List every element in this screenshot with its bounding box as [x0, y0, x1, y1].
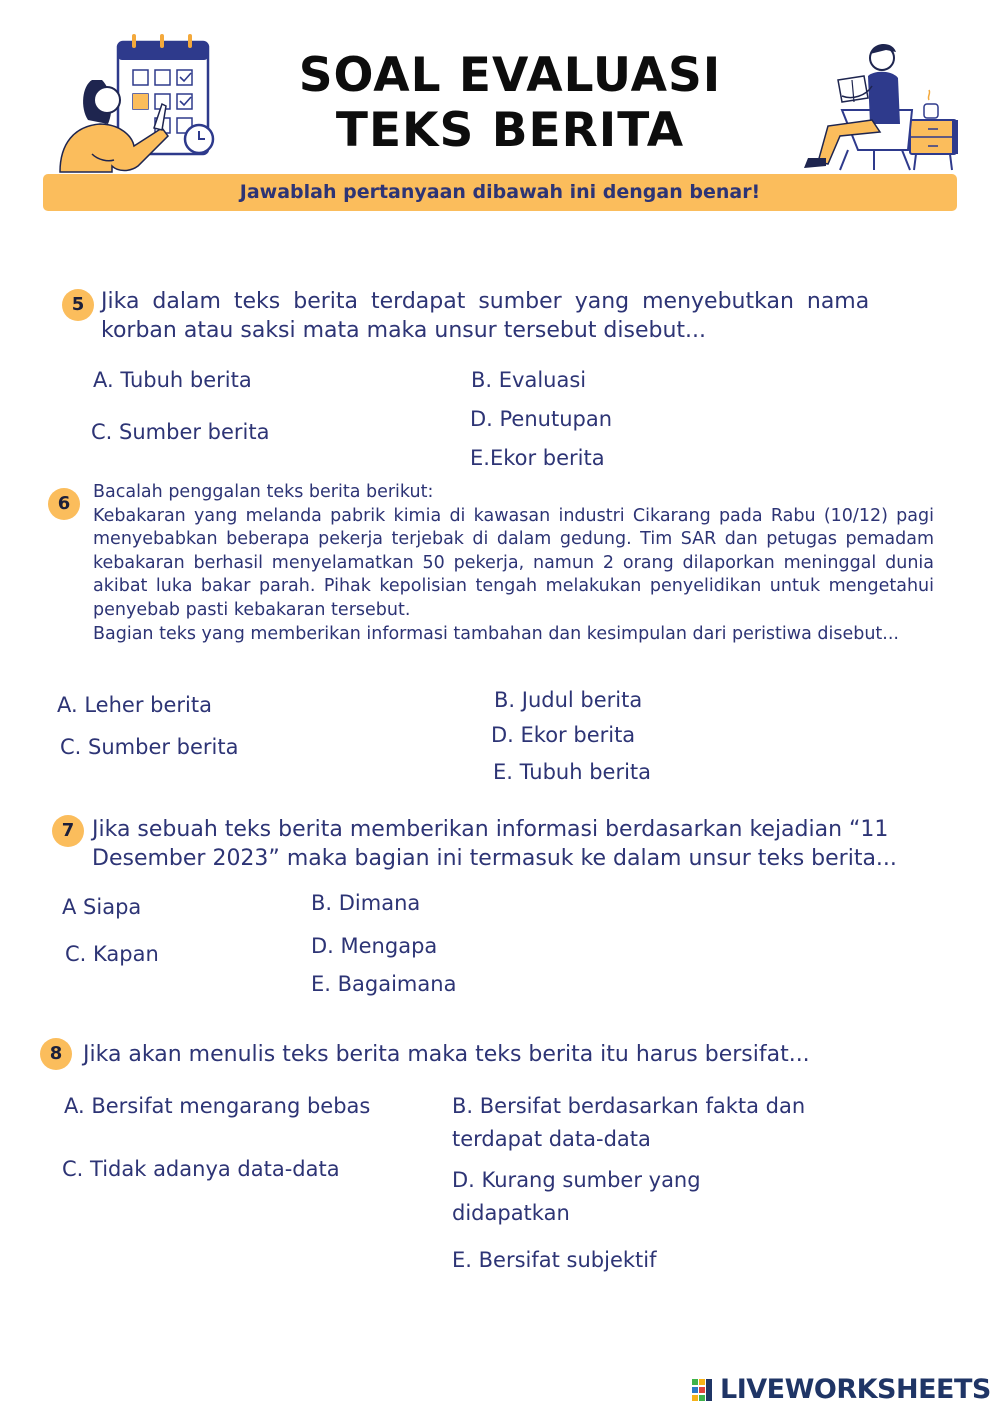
question-number-7: 7	[52, 815, 84, 847]
passage-line: penyebab pasti kebakaran tersebut.	[93, 599, 411, 620]
question-number-6: 6	[48, 488, 80, 520]
man-reading-illustration	[782, 40, 960, 174]
q5-option-d[interactable]: D. Penutupan	[470, 407, 613, 431]
passage-line: menyebabkan beberapa pekerja terjebak di dalam gedung. Tim SAR dan petugas pemadam	[93, 529, 934, 550]
q7-option-d[interactable]: D. Mengapa	[311, 934, 438, 958]
question-number-5: 5	[62, 289, 94, 321]
q8-option-a[interactable]: A. Bersifat mengarang bebas	[64, 1094, 371, 1118]
q8-option-e[interactable]: E. Bersifat subjektif	[452, 1248, 657, 1272]
q8-option-b-line1[interactable]: B. Bersifat berdasarkan fakta dan	[452, 1094, 806, 1118]
q5-option-c[interactable]: C. Sumber berita	[91, 420, 270, 444]
question-8-text: Jika akan menulis teks berita maka teks berita itu harus bersifat...	[83, 1042, 810, 1067]
q6-option-c[interactable]: C. Sumber berita	[60, 735, 239, 759]
page-title-line1: SOAL EVALUASI	[298, 48, 722, 103]
q6-option-d[interactable]: D. Ekor berita	[491, 723, 636, 747]
liveworksheets-wordmark: LIVEWORKSHEETS	[720, 1374, 991, 1405]
passage-line: kebakaran berhasil menyelamatkan 50 pekerja, namun 2 orang dilaporkan meninggal dunia	[93, 552, 934, 573]
liveworksheets-logo-icon	[692, 1379, 714, 1401]
passage-line: Kebakaran yang melanda pabrik kimia di kawasan industri Cikarang pada Rabu (10/12) pagi	[93, 505, 934, 526]
question-6-passage	[93, 481, 934, 646]
q6-option-a[interactable]: A. Leher berita	[57, 693, 212, 717]
q7-option-e[interactable]: E. Bagaimana	[311, 972, 457, 996]
q7-option-c[interactable]: C. Kapan	[65, 942, 159, 966]
q8-option-d-line2[interactable]: didapatkan	[452, 1201, 570, 1225]
instruction-banner: Jawablah pertanyaan dibawah ini dengan benar!	[43, 174, 957, 211]
question-6-intro: Bacalah penggalan teks berita berikut:	[93, 482, 434, 502]
question-5-text-line2: korban atau saksi mata maka unsur tersebut disebut...	[101, 318, 707, 343]
question-7-text-line1: Jika sebuah teks berita memberikan informasi berdasarkan kejadian “11	[92, 817, 889, 842]
q8-option-c[interactable]: C. Tidak adanya data-data	[62, 1157, 340, 1181]
question-5-text-line1: Jika dalam teks berita terdapat sumber yang menyebutkan nama	[101, 289, 870, 314]
q5-option-b[interactable]: B. Evaluasi	[471, 368, 587, 392]
question-7-text-line2: Desember 2023” maka bagian ini termasuk ke dalam unsur teks berita...	[92, 846, 897, 871]
calendar-woman-illustration	[52, 32, 220, 174]
q6-option-e[interactable]: E. Tubuh berita	[493, 760, 652, 784]
q8-option-b-line2[interactable]: terdapat data-data	[452, 1127, 651, 1151]
passage-line: akibat luka bakar parah. Pihak kepolisian tengah melakukan penyelidikan untuk mengetahui	[93, 576, 934, 597]
q5-option-e[interactable]: E.Ekor berita	[470, 446, 605, 470]
q7-option-a[interactable]: A Siapa	[62, 895, 142, 919]
q8-option-d-line1[interactable]: D. Kurang sumber yang	[452, 1168, 701, 1192]
q6-option-b[interactable]: B. Judul berita	[494, 688, 643, 712]
q5-option-a[interactable]: A. Tubuh berita	[93, 368, 252, 392]
question-6-prompt: Bagian teks yang memberikan informasi tambahan dan kesimpulan dari peristiwa disebut...	[93, 623, 899, 644]
q7-option-b[interactable]: B. Dimana	[311, 891, 421, 915]
question-number-8: 8	[40, 1038, 72, 1070]
page-title-line2: TEKS BERITA	[335, 103, 685, 158]
liveworksheets-brand[interactable]	[692, 1374, 992, 1406]
